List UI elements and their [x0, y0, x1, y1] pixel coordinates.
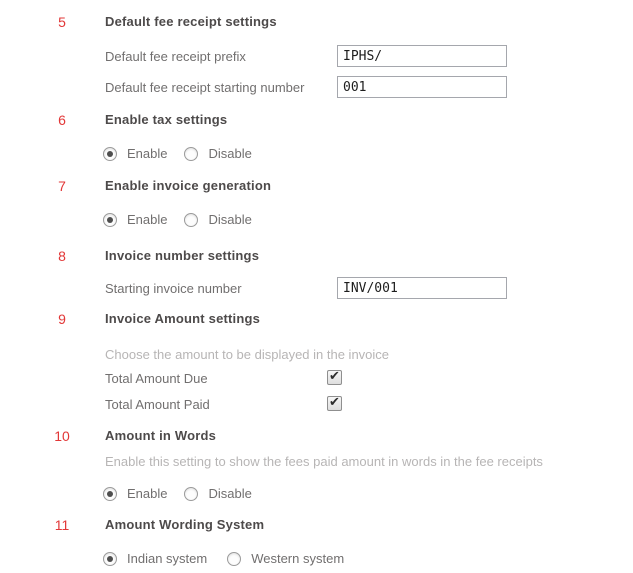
radio-option-enable[interactable]	[103, 486, 167, 501]
section-default-fee-receipt-settings	[0, 14, 633, 95]
radio-option-enable[interactable]	[103, 212, 167, 227]
section-amount-wording-system	[0, 517, 633, 566]
radio-option-label: Western system	[251, 551, 345, 566]
amount-in-words-radio-group	[103, 486, 269, 501]
radio-icon[interactable]	[184, 147, 198, 161]
radio-option-disable[interactable]	[184, 146, 251, 161]
radio-option-disable[interactable]	[184, 212, 251, 227]
field-row	[0, 277, 633, 301]
section-title: Amount Wording System	[105, 517, 265, 532]
checkbox-row	[0, 397, 633, 421]
default-fee-receipt-starting-number-input[interactable]	[337, 76, 507, 98]
section-invoice-amount-settings	[0, 311, 633, 412]
section-number: 10	[54, 428, 70, 444]
section-title: Invoice Amount settings	[105, 311, 261, 326]
radio-option-label: Disable	[208, 212, 252, 227]
section-title: Default fee receipt settings	[105, 14, 277, 29]
section-number: 8	[58, 248, 66, 264]
section-title: Amount in Words	[105, 428, 217, 443]
section-description: Enable this setting to show the fees paid amount in words in the fee receipts	[105, 454, 543, 469]
starting-invoice-number-input[interactable]	[337, 277, 507, 299]
radio-option-label: Enable	[127, 146, 168, 161]
radio-icon[interactable]	[184, 487, 198, 501]
section-title: Enable tax settings	[105, 112, 228, 127]
radio-option-indian-system[interactable]	[103, 551, 207, 566]
radio-icon[interactable]	[103, 213, 117, 227]
radio-icon[interactable]	[227, 552, 241, 566]
radio-option-label: Disable	[208, 486, 252, 501]
checkbox-label: Total Amount Due	[105, 371, 208, 386]
radio-option-disable[interactable]	[184, 486, 251, 501]
radio-option-label: Enable	[127, 486, 168, 501]
section-number: 11	[54, 517, 70, 533]
section-description: Choose the amount to be displayed in the invoice	[105, 347, 390, 362]
section-number: 6	[58, 112, 66, 128]
total-amount-paid-checkbox[interactable]	[327, 396, 342, 411]
radio-option-label: Enable	[127, 212, 168, 227]
invoice-generation-radio-group	[103, 212, 269, 227]
checkbox-row	[0, 371, 633, 395]
radio-option-label: Indian system	[127, 551, 208, 566]
field-label: Starting invoice number	[105, 281, 242, 296]
radio-icon[interactable]	[184, 213, 198, 227]
field-row	[0, 76, 633, 100]
section-number: 5	[58, 14, 66, 30]
section-number: 7	[58, 178, 66, 194]
section-enable-invoice-generation	[0, 178, 633, 227]
amount-wording-system-radio-group	[103, 551, 361, 566]
section-enable-tax-settings	[0, 112, 633, 161]
total-amount-due-checkbox[interactable]	[327, 370, 342, 385]
radio-icon[interactable]	[103, 552, 117, 566]
default-fee-receipt-prefix-input[interactable]	[337, 45, 507, 67]
field-label: Default fee receipt prefix	[105, 49, 246, 64]
checkbox-label: Total Amount Paid	[105, 397, 210, 412]
radio-option-label: Disable	[208, 146, 252, 161]
section-title: Invoice number settings	[105, 248, 260, 263]
radio-option-enable[interactable]	[103, 146, 167, 161]
tax-settings-radio-group	[103, 146, 269, 161]
radio-icon[interactable]	[103, 147, 117, 161]
section-invoice-number-settings	[0, 248, 633, 296]
radio-icon[interactable]	[103, 487, 117, 501]
section-amount-in-words	[0, 428, 633, 501]
section-number: 9	[58, 311, 66, 327]
radio-option-western-system[interactable]	[227, 551, 344, 566]
field-label: Default fee receipt starting number	[105, 80, 305, 95]
field-row	[0, 45, 633, 69]
section-title: Enable invoice generation	[105, 178, 272, 193]
